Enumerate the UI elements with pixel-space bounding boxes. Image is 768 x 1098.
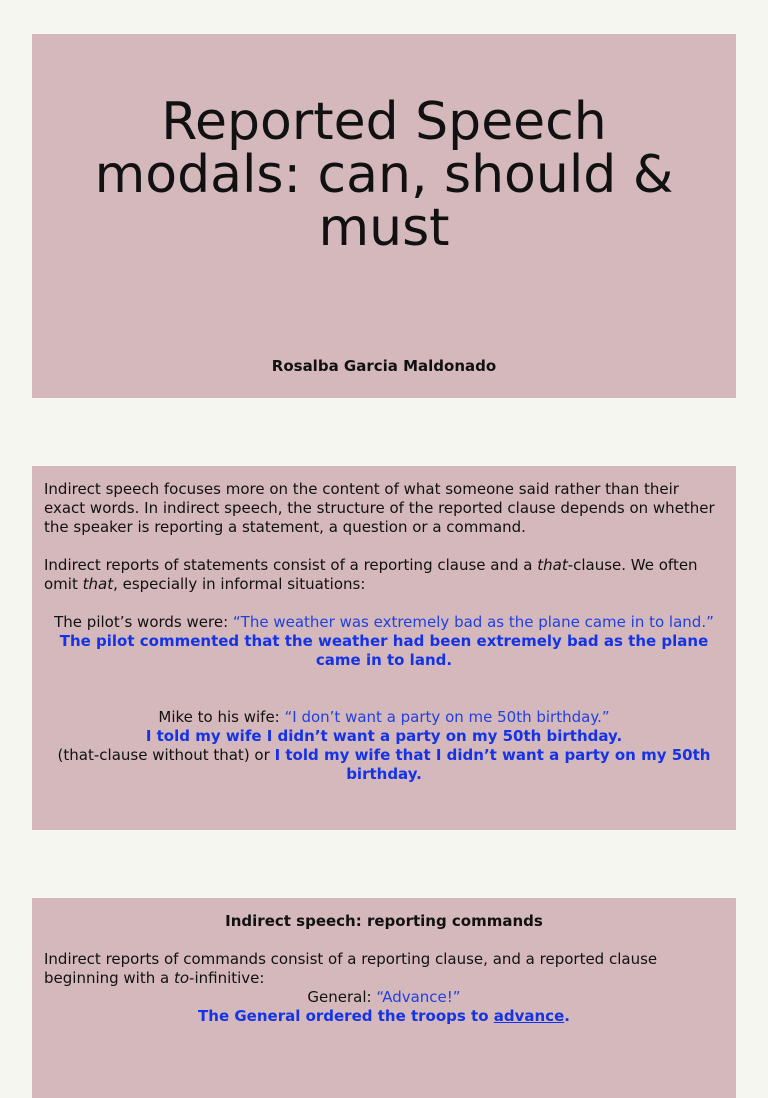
text-run: , especially in informal situations: [113, 575, 366, 593]
example-quote: “I don’t want a party on me 50th birthday.” [284, 708, 610, 726]
text-run: The General ordered the troops to [198, 1007, 494, 1025]
example-report: I told my wife that I didn’t want a party on my 50th birthday. [274, 746, 711, 783]
slide-heading: Indirect speech: reporting commands [225, 912, 543, 930]
commands-slide [32, 898, 736, 1098]
text-run: Indirect reports of commands consist of a reporting clause, and a reported clause beginning with a [44, 950, 658, 987]
title-slide [32, 34, 736, 398]
text-run: . [564, 1007, 570, 1025]
title-line-1: Reported Speech [161, 92, 607, 152]
example-2-reported-b [44, 746, 724, 784]
text-run: -infinitive: [189, 969, 265, 987]
intro-paragraph: Indirect speech focuses more on the content of what someone said rather than their exact words. In indirect speech, the structure of the reported clause depends on whether the speaker is reporting a statement, a question or a command. [44, 480, 715, 536]
example-2-direct [44, 708, 724, 727]
title-line-3: must [318, 198, 450, 258]
text-run: Indirect reports of statements consist of a reporting clause and a [44, 556, 538, 574]
example-quote: “The weather was extremely bad as the plane came in to land.” [232, 613, 714, 631]
example-speaker: The pilot’s words were: [54, 613, 233, 631]
example-quote: “Advance!” [376, 988, 461, 1006]
statements-slide [32, 466, 736, 830]
example-speaker: Mike to his wife: [158, 708, 285, 726]
text-run: (that-clause without that) or [57, 746, 275, 764]
title-line-2: modals: can, should & [94, 145, 674, 205]
italic-that: that [82, 575, 114, 593]
example-1-direct [44, 613, 724, 632]
italic-to: to [173, 969, 190, 987]
underlined-verb: advance [493, 1007, 565, 1025]
example-3-reported [44, 1007, 724, 1026]
example-1-reported: The pilot commented that the weather had been extremely bad as the plane came in to land. [59, 632, 709, 669]
text-run: -clause. We often omit [44, 556, 698, 593]
slide-title [32, 92, 736, 258]
italic-that: that [537, 556, 568, 574]
example-2-reported-a: I told my wife I didn’t want a party on my 50th birthday. [145, 727, 623, 745]
author-name: Rosalba Garcia Maldonado [271, 357, 497, 375]
example-3-direct [44, 988, 724, 1007]
commands-paragraph [44, 950, 724, 988]
example-speaker: General: [307, 988, 377, 1006]
statements-paragraph [44, 556, 724, 594]
